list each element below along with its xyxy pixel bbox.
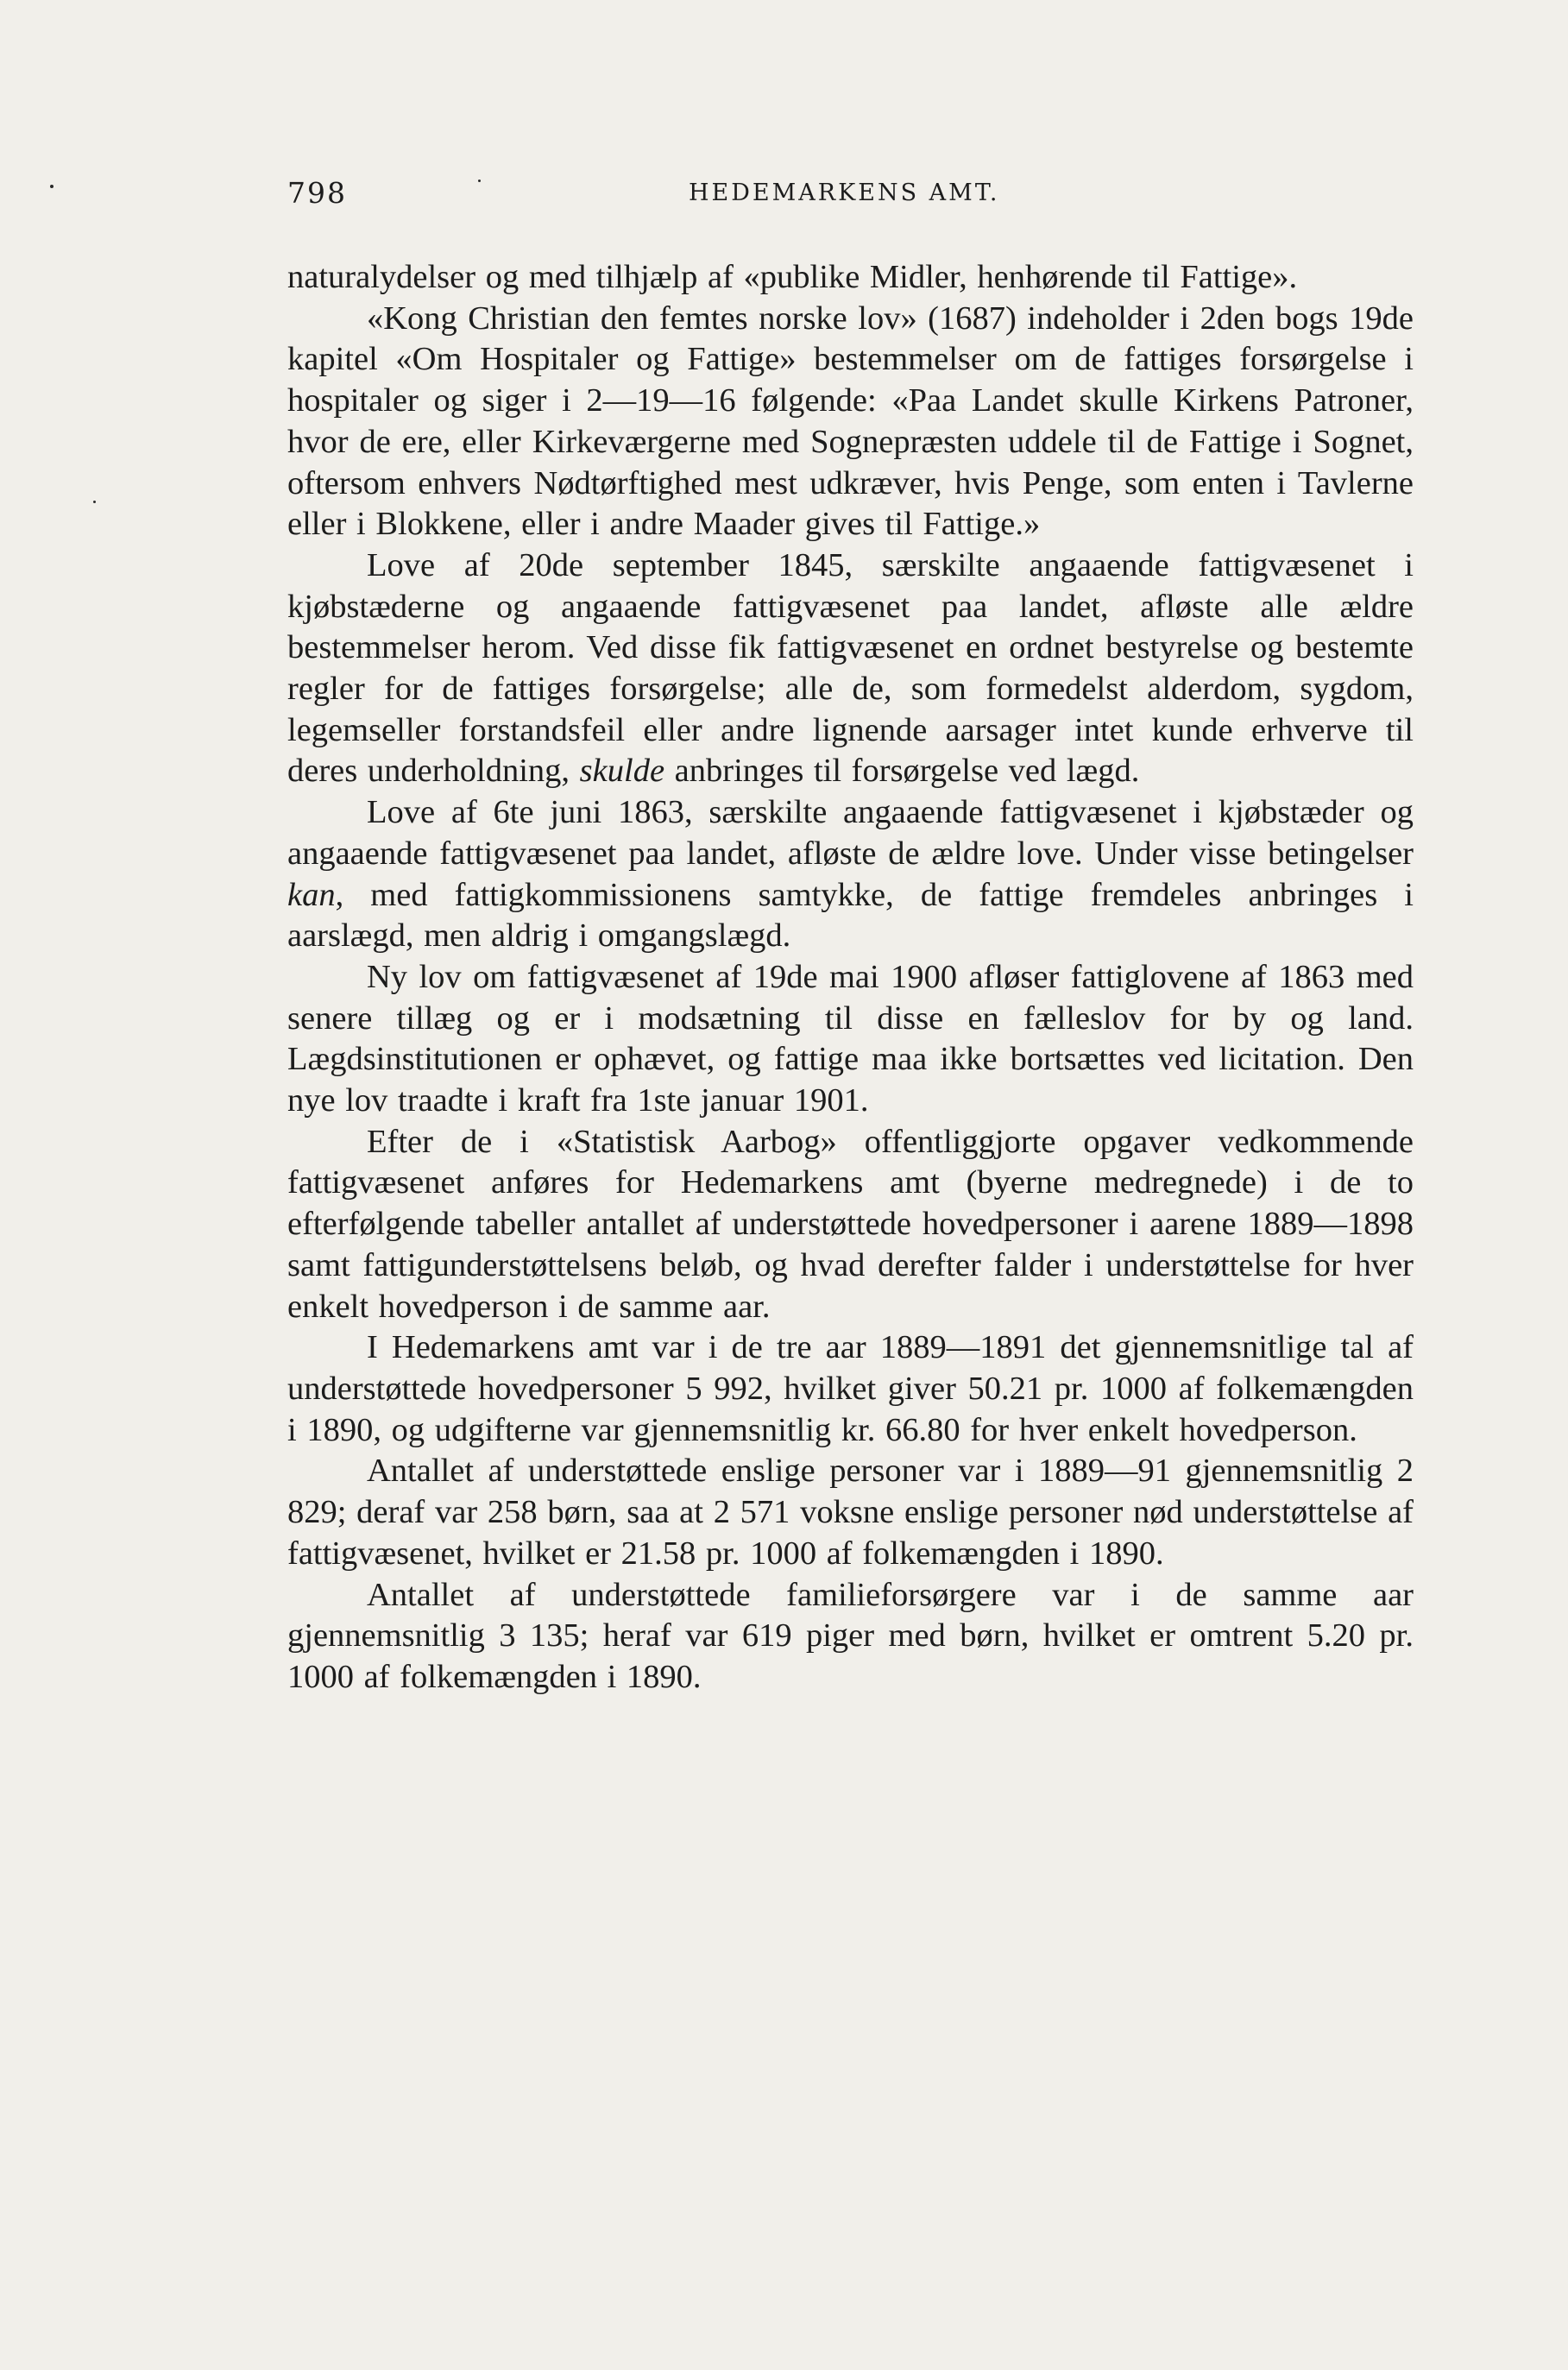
paragraph-9: Antallet af understøttede familieforsørgere var i de samme aar gjennemsnitlig 3 135; heraf var 619 piger med børn, hvilket er omtrent 5.20 pr. 1000 af folkemængden i 1890. xyxy=(287,1576,1414,1695)
page-header xyxy=(287,176,1414,219)
paragraph-3-text-before: Love af 20de september 1845, særskilte angaaende fattigvæsenet i kjøbstæderne og angaaende fattigvæsenet paa landet, afløste alle ældre bestemmelser herom. Ved disse fik fattigvæsenet en ordnet bestyrelse og bestemte regler for de fattiges forsørgelse; alle de, som formedelst alderdom, sygdom, legemseller forstandsfeil eller andre lignende aarsager intet kunde erhverve til deres underholdning, xyxy=(287,546,1414,790)
paragraph-3-emphasis: skulde xyxy=(579,753,665,790)
paragraph-8: Antallet af understøttede enslige personer var i 1889—91 gjennemsnitlig 2 829; deraf var 258 børn, saa at 2 571 voksne enslige personer nød understøttelse af fattigvæsenet, hvilket er 21.58 pr. 1000 af folkemængden i 1890. xyxy=(287,1453,1414,1572)
scan-speck xyxy=(478,180,481,182)
paragraph-4 xyxy=(287,792,1414,957)
paragraph-4-text-before: Love af 6te juni 1863, særskilte angaaende fattigvæsenet i kjøbstæder og angaaende fattigvæsenet paa landet, afløste de ældre love. Under visse betingelser xyxy=(287,794,1414,872)
running-head: HEDEMARKENS AMT. xyxy=(689,180,1000,206)
paragraph-3-text-after: anbringes til forsørgelse ved lægd. xyxy=(664,753,1140,790)
paragraph-6: Efter de i «Statistisk Aarbog» offentliggjorte opgaver vedkommende fattigvæsenet anføres for Hedemarkens amt (byerne medregnede) i de to efterfølgende tabeller antallet af understøttede hovedpersoner i aarene 1889—1898 samt fattigunderstøttelsens beløb, og hvad derefter falder i understøttelse for hver enkelt hovedperson i de samme aar. xyxy=(287,1123,1414,1325)
page-number: 798 xyxy=(287,176,347,210)
scan-speck xyxy=(50,185,54,188)
paragraph-2: «Kong Christian den femtes norske lov» (1687) indeholder i 2den bogs 19de kapitel «Om Hospitaler og Fattige» bestemmelser om de fattiges forsørgelse i hospitaler og siger i 2—19—16 følgende: «Paa Landet skulle Kirkens Patroner, hvor de ere, eller Kirkeværgerne med Sognepræsten uddele til de Fattige i Sognet, oftersom enhvers Nødtørftighed mest udkræver, hvis Penge, som enten i Tavlerne eller i Blokkene, eller i andre Maader gives til Fattige.» xyxy=(287,299,1414,543)
paragraph-4-emphasis: kan xyxy=(287,876,336,913)
body-text xyxy=(287,257,1414,1699)
paragraph-1: naturalydelser og med tilhjælp af «publike Midler, henhørende til Fattige». xyxy=(287,259,1298,295)
paragraph-5: Ny lov om fattigvæsenet af 19de mai 1900 afløser fattiglovene af 1863 med senere tillæg og er i modsætning til disse en fælleslov for by og land. Lægdsinstitutionen er ophævet, og fattige maa ikke bortsættes ved licitation. Den nye lov traadte i kraft fra 1ste januar 1901. xyxy=(287,958,1414,1119)
paragraph-3 xyxy=(287,545,1414,792)
paragraph-7: I Hedemarkens amt var i de tre aar 1889—1891 det gjennemsnitlige tal af understøttede hovedpersoner 5 992, hvilket giver 50.21 pr. 1000 af folkemængden i 1890, og udgifterne var gjennemsnitlig kr. 66.80 for hver enkelt hovedperson. xyxy=(287,1329,1414,1448)
scan-speck xyxy=(93,501,96,503)
paragraph-4-text-after: , med fattigkommissionens samtykke, de fattige fremdeles anbringes i aarslægd, men aldrig i omgangslægd. xyxy=(287,876,1414,955)
